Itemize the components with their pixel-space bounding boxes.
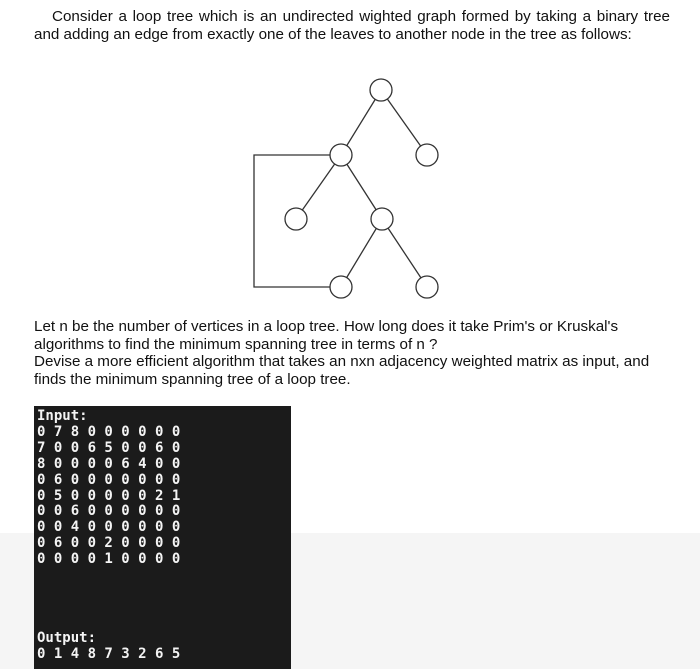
console-gap: [37, 568, 291, 631]
matrix-row: 0 0 4 0 0 0 0 0 0: [37, 519, 181, 536]
matrix-row: 8 0 0 0 0 6 4 0 0: [37, 455, 181, 472]
tree-edge: [341, 219, 382, 287]
tree-node: [285, 208, 307, 230]
matrix-row: 0 6 0 0 2 0 0 0 0: [37, 535, 181, 552]
tree-node: [371, 208, 393, 230]
question-algorithm: Devise a more efficient algorithm that takes an nxn adjacency weighted matrix as input, and finds the minimum spanning tree of a loop tree.: [34, 353, 650, 388]
matrix-row: 0 0 6 0 0 0 0 0 0: [37, 503, 181, 520]
tree-node: [416, 144, 438, 166]
tree-edge: [381, 90, 427, 155]
problem-question: [34, 318, 670, 388]
console-output: [34, 406, 291, 669]
tree-edge: [382, 219, 427, 287]
output-label: Output:: [37, 630, 97, 647]
tree-node: [330, 276, 352, 298]
tree-edge: [296, 155, 341, 219]
matrix-row: 0 0 0 0 1 0 0 0 0: [37, 551, 181, 568]
question-complexity: Let n be the number of vertices in a loop tree. How long does it take Prim's or Kruskal's algorithms to find the minimum spanning tree in terms of n ?: [34, 318, 619, 353]
tree-node: [416, 276, 438, 298]
matrix-row: 0 5 0 0 0 0 0 2 1: [37, 487, 181, 504]
input-label: Input:: [37, 408, 88, 424]
tree-node: [330, 144, 352, 166]
matrix-row: 0 6 0 0 0 0 0 0 0: [37, 471, 181, 488]
problem-intro: Consider a loop tree which is an undirected wighted graph formed by taking a binary tree and adding an edge from exactly one of the leaves to another node in the tree as follows:: [34, 8, 670, 43]
tree-node: [370, 79, 392, 101]
matrix-row: 0 7 8 0 0 0 0 0 0: [37, 423, 181, 440]
output-value: 0 1 4 8 7 3 2 6 5: [37, 645, 181, 662]
matrix-row: 7 0 0 6 5 0 0 6 0: [37, 439, 181, 456]
